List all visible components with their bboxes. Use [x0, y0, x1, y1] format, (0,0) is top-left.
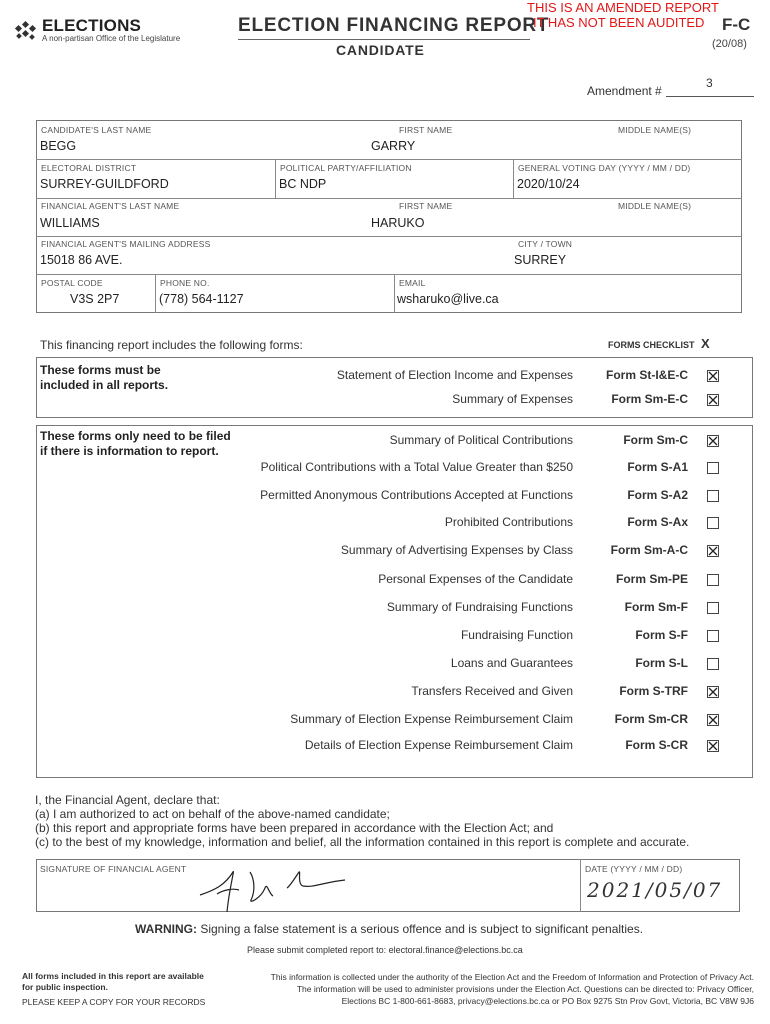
divider [36, 198, 742, 199]
voting-day-label: GENERAL VOTING DAY (YYYY / MM / DD) [518, 163, 691, 173]
check-x-icon [708, 395, 718, 405]
form-checkbox-checked[interactable] [707, 714, 719, 726]
form-checkbox[interactable] [707, 490, 719, 502]
phone-field[interactable]: (778) 564-1127 [159, 292, 244, 306]
party-field[interactable]: BC NDP [279, 177, 327, 191]
declaration-c: (c) to the best of my knowledge, information and belief, all the information contained in this report is complete and accurate. [35, 835, 690, 849]
divider [275, 159, 276, 198]
required-title-line1: These forms must be [40, 363, 161, 377]
privacy-note-2: The information will be used to administer provisions under the Election Act. Questions can be directed to: Privacy Officer, [296, 984, 754, 994]
form-code-label: Form Sm-F [624, 600, 688, 614]
form-checkbox-checked[interactable] [707, 394, 719, 406]
form-code-label: Form S-CR [625, 738, 688, 752]
form-code-label: Form Sm-PE [615, 572, 688, 586]
agent-last-name-label: FINANCIAL AGENT'S LAST NAME [41, 201, 180, 211]
district-field[interactable]: SURREY-GUILDFORD [40, 177, 169, 191]
form-description: Summary of Fundraising Functions [386, 600, 573, 614]
forms-checklist-label: FORMS CHECKLIST [608, 340, 695, 350]
postal-code-label: POSTAL CODE [41, 278, 103, 288]
optional-title-line2: if there is information to report. [40, 444, 219, 458]
org-tagline: A non-partisan Office of the Legislature [42, 34, 181, 43]
divider [36, 236, 742, 237]
required-forms-title [40, 363, 168, 393]
agent-first-name-label: FIRST NAME [399, 201, 453, 211]
forms-checklist-mark: X [701, 336, 710, 351]
amendment-number[interactable]: 3 [706, 76, 713, 90]
form-revision: (20/08) [712, 38, 747, 50]
privacy-note-1: This information is collected under the authority of the Election Act and the Freedom of Information and Protection of Privacy Act. [270, 972, 754, 982]
report-subtitle: CANDIDATE [336, 42, 425, 58]
privacy-note-3: Elections BC 1-800-661-8683, privacy@elections.bc.ca or PO Box 9275 Stn Prov Govt, Victoria, BC V8W 9J6 [341, 996, 754, 1006]
signature-label: SIGNATURE OF FINANCIAL AGENT [40, 864, 187, 874]
report-title: ELECTION FINANCING REPORT [238, 15, 550, 36]
form-checkbox-checked[interactable] [707, 545, 719, 557]
elections-logo-icon [14, 20, 42, 42]
optional-forms-title [40, 429, 231, 459]
form-checkbox[interactable] [707, 574, 719, 586]
form-checkbox[interactable] [707, 658, 719, 670]
form-description: Political Contributions with a Total Value Greater than $250 [260, 460, 573, 474]
check-x-icon [708, 715, 718, 725]
form-checkbox-checked[interactable] [707, 740, 719, 752]
form-description: Fundraising Function [460, 628, 573, 642]
party-label: POLITICAL PARTY/AFFILIATION [280, 163, 412, 173]
check-x-icon [708, 436, 718, 446]
candidate-last-name-field[interactable]: BEGG [40, 139, 77, 153]
postal-code-field[interactable]: V3S 2P7 [70, 292, 120, 306]
divider [36, 274, 742, 275]
agent-last-name-field[interactable]: WILLIAMS [40, 216, 100, 230]
keep-copy-note: PLEASE KEEP A COPY FOR YOUR RECORDS [22, 997, 206, 1007]
divider [394, 274, 395, 313]
form-checkbox-checked[interactable] [707, 435, 719, 447]
form-checkbox[interactable] [707, 630, 719, 642]
form-description: Prohibited Contributions [444, 515, 573, 529]
public-inspection-note-1: All forms included in this report are available [22, 971, 204, 981]
form-description: Loans and Guarantees [450, 656, 573, 670]
date-label: DATE (YYYY / MM / DD) [585, 864, 683, 874]
divider [36, 159, 742, 160]
candidate-first-name-label: FIRST NAME [399, 125, 453, 135]
check-x-icon [708, 687, 718, 697]
check-x-icon [708, 546, 718, 556]
agent-middle-name-label: MIDDLE NAME(S) [618, 201, 692, 211]
form-code-label: Form Sm-A-C [610, 543, 688, 557]
candidate-first-name-field[interactable]: GARRY [371, 139, 416, 153]
form-code-label: Form S-F [635, 628, 688, 642]
warning-label: WARNING: [135, 922, 197, 936]
divider [580, 859, 581, 912]
agent-city-label: CITY / TOWN [518, 239, 573, 249]
form-code: F-C [722, 15, 751, 34]
form-checkbox-checked[interactable] [707, 686, 719, 698]
check-x-icon [708, 371, 718, 381]
form-code-label: Form St-I&E-C [606, 368, 688, 382]
phone-label: PHONE NO. [160, 278, 210, 288]
form-checkbox-checked[interactable] [707, 370, 719, 382]
audit-notice: IT HAS NOT BEEN AUDITED [533, 15, 705, 30]
form-description: Details of Election Expense Reimbursement Claim [304, 738, 573, 752]
form-code-label: Form S-Ax [627, 515, 688, 529]
email-label: EMAIL [399, 278, 426, 288]
form-code-label: Form S-L [635, 656, 688, 670]
public-inspection-note-2: for public inspection. [22, 982, 108, 992]
forms-intro: This financing report includes the following forms: [40, 338, 303, 352]
form-description: Summary of Election Expense Reimbursement Claim [290, 712, 573, 726]
amendment-label: Amendment # [587, 84, 662, 98]
amended-notice: THIS IS AN AMENDED REPORT [527, 0, 719, 15]
voting-day-field[interactable]: 2020/10/24 [517, 177, 580, 191]
form-description: Summary of Expenses [452, 392, 573, 406]
candidate-middle-name-label: MIDDLE NAME(S) [618, 125, 692, 135]
form-description: Summary of Advertising Expenses by Class [340, 543, 573, 557]
submit-instructions: Please submit completed report to: electoral.finance@elections.bc.ca [247, 945, 523, 955]
form-description: Summary of Political Contributions [389, 433, 573, 447]
title-underline [238, 39, 530, 40]
district-label: ELECTORAL DISTRICT [41, 163, 137, 173]
signature-image[interactable] [195, 860, 365, 915]
agent-address-label: FINANCIAL AGENT'S MAILING ADDRESS [41, 239, 211, 249]
declaration-b: (b) this report and appropriate forms have been prepared in accordance with the Election Act; and [35, 821, 554, 835]
agent-city-field[interactable]: SURREY [514, 253, 567, 267]
declaration-a: (a) I am authorized to act on behalf of the above-named candidate; [35, 807, 390, 821]
form-description: Permitted Anonymous Contributions Accepted at Functions [260, 488, 573, 502]
form-description: Personal Expenses of the Candidate [378, 572, 573, 586]
warning-body: Signing a false statement is a serious offence and is subject to significant penalties. [197, 922, 644, 936]
warning-text [135, 922, 643, 936]
org-name: ELECTIONS [42, 16, 142, 35]
optional-title-line1: These forms only need to be filed [40, 429, 231, 443]
divider [513, 159, 514, 198]
form-code-label: Form Sm-C [623, 433, 688, 447]
required-title-line2: included in all reports. [40, 378, 169, 392]
agent-first-name-field[interactable]: HARUKO [371, 216, 425, 230]
form-checkbox[interactable] [707, 517, 719, 529]
form-checkbox[interactable] [707, 462, 719, 474]
declaration-intro: I, the Financial Agent, declare that: [35, 793, 220, 807]
form-code-label: Form S-A2 [627, 488, 688, 502]
email-field[interactable]: wsharuko@live.ca [397, 292, 499, 306]
form-code-label: Form S-TRF [619, 684, 688, 698]
check-x-icon [708, 741, 718, 751]
agent-address-field[interactable]: 15018 86 AVE. [40, 253, 123, 267]
form-code-label: Form S-A1 [627, 460, 688, 474]
amendment-line [666, 96, 754, 97]
form-description: Statement of Election Income and Expenses [336, 368, 573, 382]
form-description: Transfers Received and Given [411, 684, 573, 698]
divider [155, 274, 156, 313]
date-field[interactable]: 2021/05/07 [587, 878, 723, 902]
form-checkbox[interactable] [707, 602, 719, 614]
form-code-label: Form Sm-CR [614, 712, 688, 726]
candidate-last-name-label: CANDIDATE'S LAST NAME [41, 125, 152, 135]
form-code-label: Form Sm-E-C [611, 392, 688, 406]
